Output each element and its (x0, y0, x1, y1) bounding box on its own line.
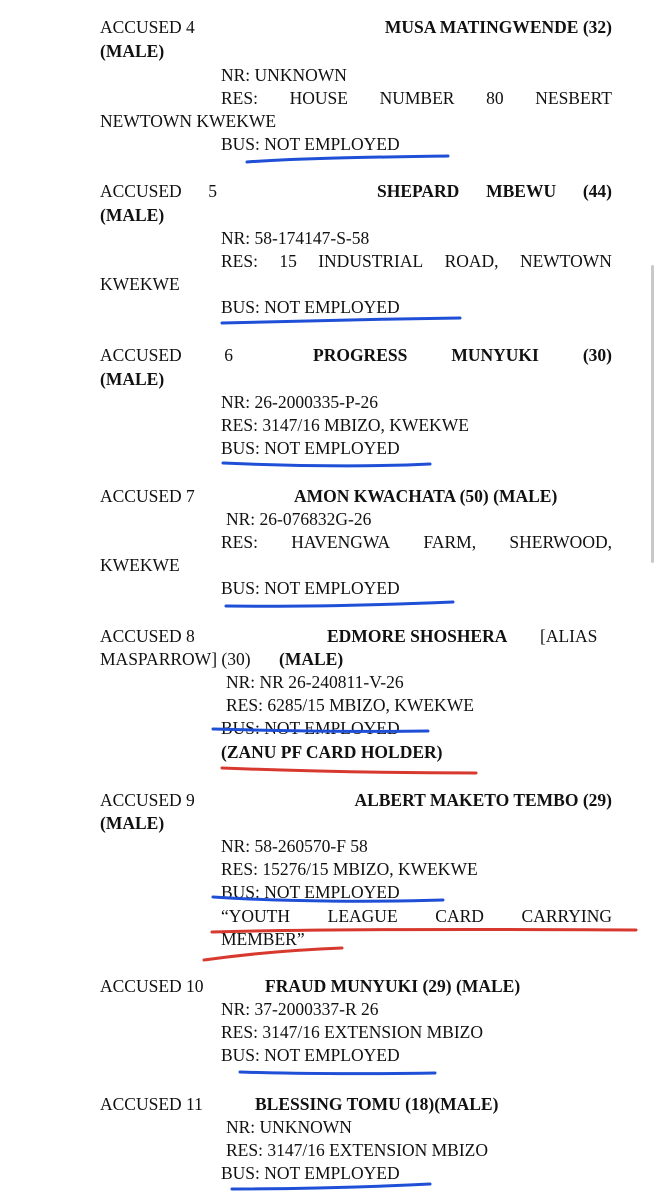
accused-4-nr: NR: UNKNOWN (221, 65, 347, 85)
name-word: PROGRESS (313, 345, 408, 365)
name-word: MUNYUKI (451, 345, 539, 365)
accused-9-label: ACCUSED 9 (100, 790, 195, 810)
name-word: SHEPARD (377, 181, 460, 201)
accused-10-res: RES: 3147/16 EXTENSION MBIZO (221, 1022, 484, 1042)
res-word: SHERWOOD, (509, 532, 612, 552)
red-underline-accused-8 (222, 768, 476, 773)
label-word: ACCUSED (100, 181, 182, 201)
accused-10-name: FRAUD MUNYUKI (29) (MALE) (265, 976, 521, 996)
res-word: ROAD, (444, 251, 499, 271)
accused-5-bus: BUS: NOT EMPLOYED (221, 297, 400, 317)
accused-4-label: ACCUSED 4 (100, 17, 195, 37)
label-word: 6 (224, 345, 233, 365)
accused-6-name (313, 344, 612, 366)
accused-7-label: ACCUSED 7 (100, 486, 195, 506)
accused-10-nr: NR: 37-2000337-R 26 (221, 999, 379, 1019)
accused-10-label: ACCUSED 10 (100, 976, 204, 996)
accused-11-nr: NR: UNKNOWN (226, 1117, 352, 1137)
accused-11-res: RES: 3147/16 EXTENSION MBIZO (226, 1140, 489, 1160)
accused-8-res: RES: 6285/15 MBIZO, KWEKWE (226, 695, 474, 715)
accused-5-res (221, 250, 612, 272)
accused-5-label (100, 180, 217, 202)
res-word: HAVENGWA (291, 532, 391, 552)
accused-6-nr: NR: 26-2000335-P-26 (221, 392, 379, 412)
blue-underline-accused-7 (226, 602, 453, 606)
accused-8-nr: NR: NR 26-240811-V-26 (226, 672, 404, 692)
note-word: CARRYING (521, 906, 612, 926)
accused-8-gender: (MALE) (279, 649, 344, 669)
accused-7-name: AMON KWACHATA (50) (MALE) (294, 486, 558, 506)
blue-underline-accused-10 (240, 1072, 435, 1074)
label-word: ACCUSED (100, 345, 182, 365)
res-word: NEWTOWN (519, 251, 612, 271)
label-word: 5 (208, 181, 217, 201)
accused-11-label: ACCUSED 11 (100, 1094, 203, 1114)
accused-4-bus: BUS: NOT EMPLOYED (221, 134, 400, 154)
res-word: RES: (221, 532, 258, 552)
accused-9-note-continued: MEMBER” (221, 929, 305, 949)
accused-9-bus: BUS: NOT EMPLOYED (221, 882, 400, 902)
blue-underline-accused-4 (247, 156, 448, 162)
accused-6-gender: (MALE) (100, 369, 165, 389)
accused-4-name: MUSA MATINGWENDE (32) (384, 17, 612, 37)
accused-5-gender: (MALE) (100, 205, 165, 225)
accused-9-gender: (MALE) (100, 813, 165, 833)
res-word: NESBERT (535, 88, 612, 108)
blue-underline-accused-11 (232, 1184, 430, 1189)
accused-7-res-continued: KWEKWE (100, 555, 180, 575)
accused-6-bus: BUS: NOT EMPLOYED (221, 438, 400, 458)
blue-underline-accused-6 (223, 463, 430, 466)
scrollbar[interactable] (651, 265, 654, 563)
res-word: FARM, (423, 532, 477, 552)
accused-7-res (221, 531, 612, 553)
accused-11-name: BLESSING TOMU (18)(MALE) (255, 1094, 499, 1114)
accused-10-bus: BUS: NOT EMPLOYED (221, 1045, 400, 1065)
name-word: MBEWU (486, 181, 557, 201)
accused-8-alias-continued: MASPARROW] (30) (100, 649, 251, 669)
res-word: NUMBER (379, 88, 455, 108)
accused-8-bus: BUS: NOT EMPLOYED (221, 718, 400, 738)
note-word: LEAGUE (327, 906, 398, 926)
accused-9-name: ALBERT MAKETO TEMBO (29) (354, 790, 612, 810)
name-word: (30) (582, 345, 612, 365)
accused-7-bus: BUS: NOT EMPLOYED (221, 578, 400, 598)
note-word: “YOUTH (221, 906, 291, 926)
res-word: RES: (221, 251, 258, 271)
accused-9-note (221, 905, 612, 927)
accused-8-note: (ZANU PF CARD HOLDER) (221, 742, 443, 762)
accused-7-nr: NR: 26-076832G-26 (226, 509, 372, 529)
accused-8-name: EDMORE SHOSHERA (327, 626, 508, 646)
note-word: CARD (435, 906, 484, 926)
res-word: RES: (221, 88, 258, 108)
accused-9-res: RES: 15276/15 MBIZO, KWEKWE (221, 859, 478, 879)
accused-4-gender: (MALE) (100, 41, 165, 61)
accused-5-nr: NR: 58-174147-S-58 (221, 228, 370, 248)
res-word: INDUSTRIAL (318, 251, 424, 271)
accused-8-alias: [ALIAS (540, 626, 598, 646)
accused-11-bus: BUS: NOT EMPLOYED (221, 1163, 400, 1183)
accused-4-res-continued: NEWTOWN KWEKWE (100, 111, 277, 131)
accused-9-nr: NR: 58-260570-F 58 (221, 836, 368, 856)
accused-5-name (377, 180, 612, 202)
accused-5-res-continued: KWEKWE (100, 274, 180, 294)
accused-4-res (221, 87, 612, 109)
blue-underline-accused-5 (222, 318, 460, 323)
res-word: 15 (279, 251, 297, 271)
res-word: 80 (486, 88, 504, 108)
accused-6-label (100, 344, 233, 366)
name-word: (44) (582, 181, 612, 201)
accused-8-label: ACCUSED 8 (100, 626, 195, 646)
accused-6-res: RES: 3147/16 MBIZO, KWEKWE (221, 415, 469, 435)
res-word: HOUSE (289, 88, 348, 108)
